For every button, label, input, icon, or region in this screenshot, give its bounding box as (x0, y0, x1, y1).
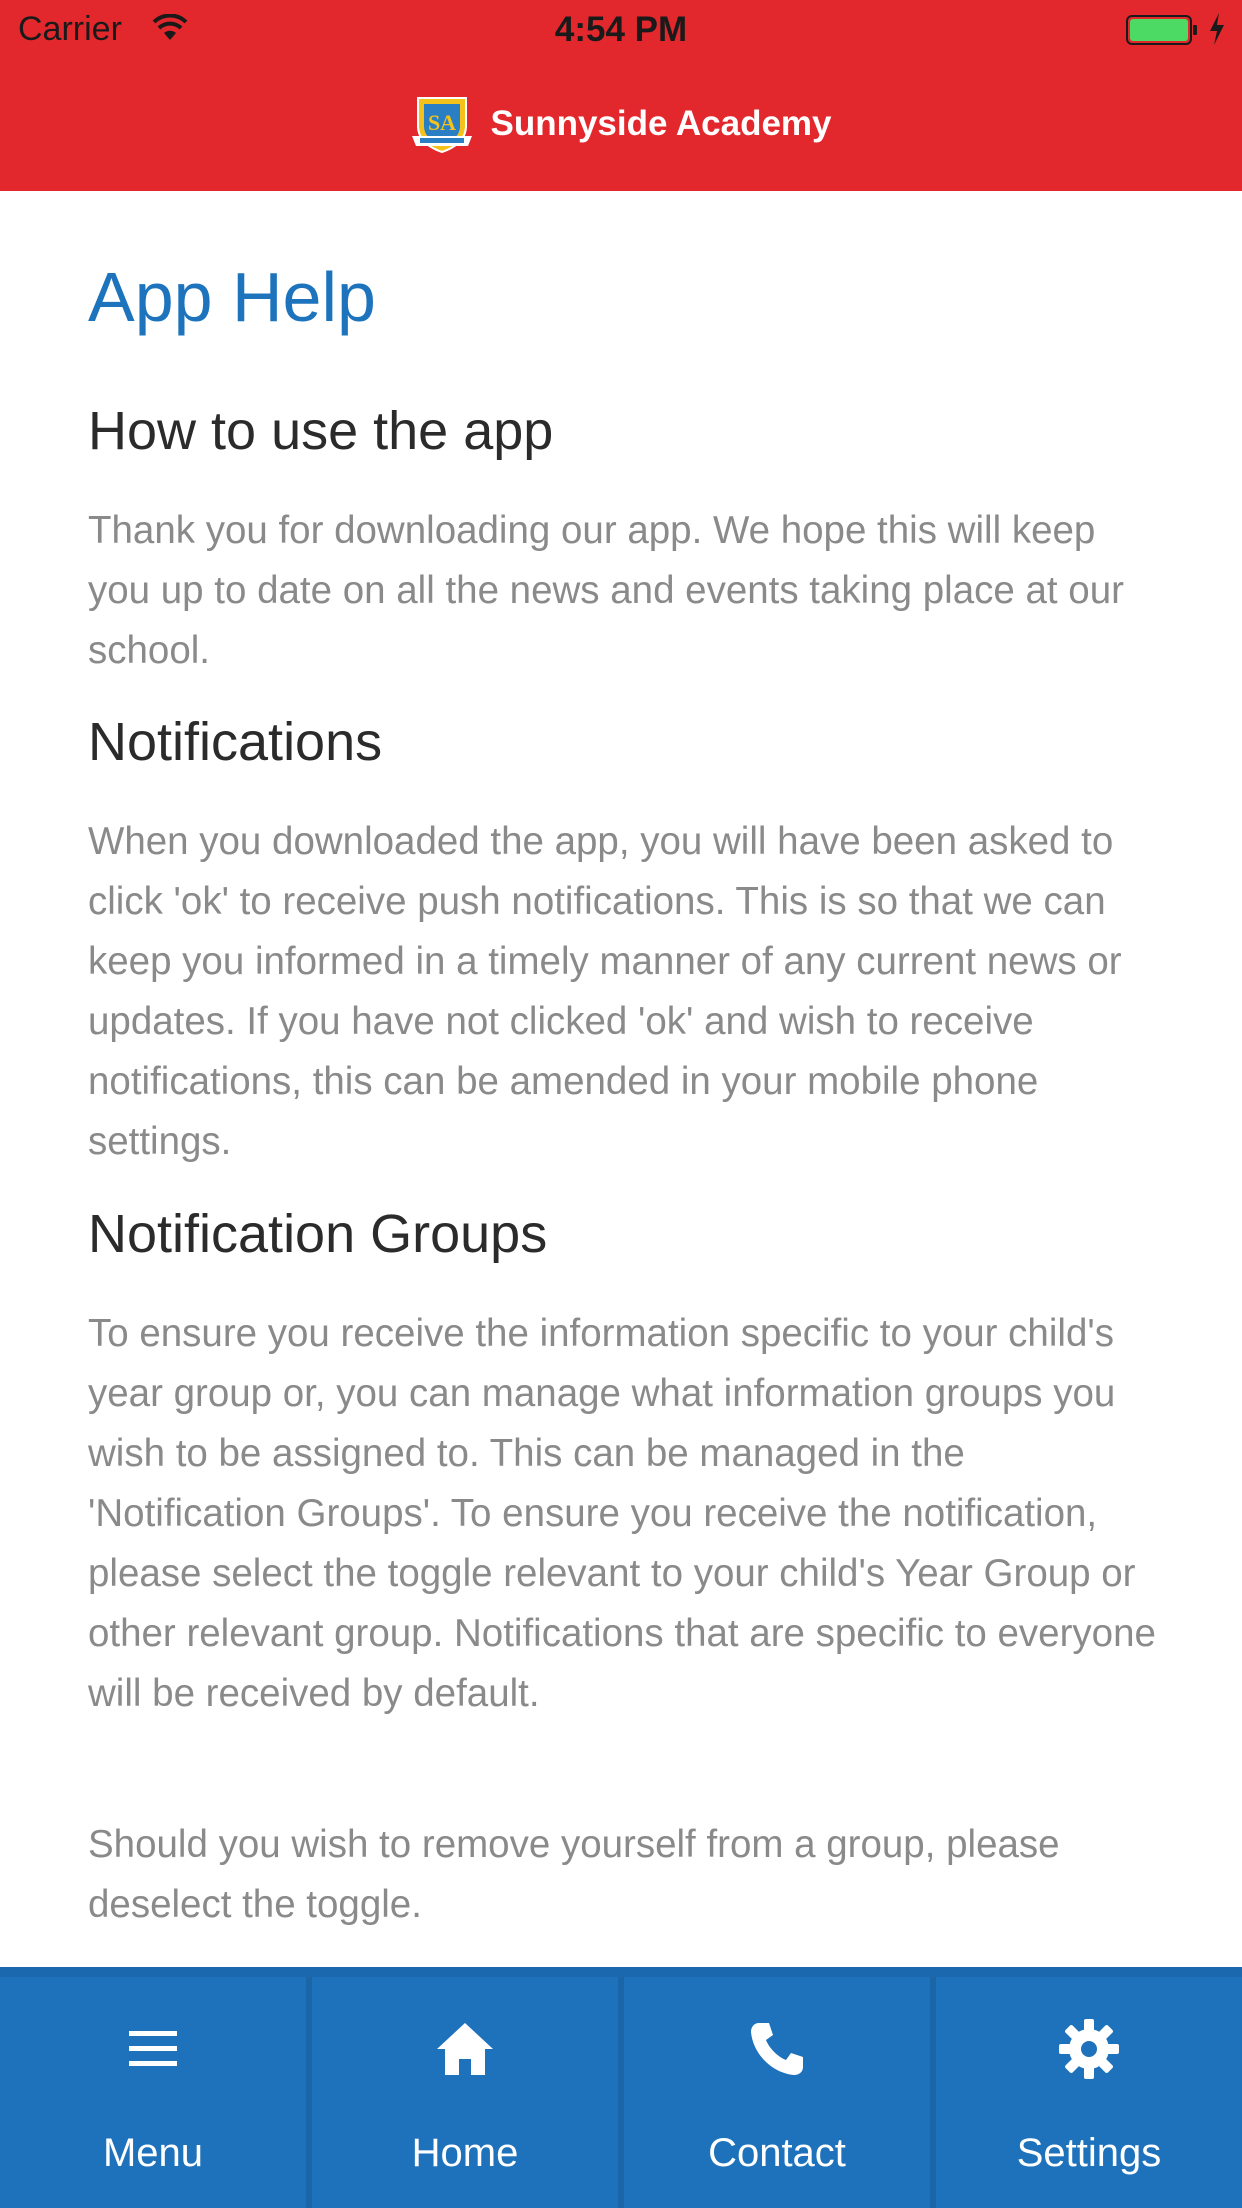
battery-icon (1126, 15, 1198, 45)
tab-home[interactable] (312, 1977, 624, 2208)
section-paragraph-notification-groups: To ensure you receive the information specific to your child's year group or, you can manage what information groups you wish to be assigned to. This can be managed in the 'Notification Groups'. To ensure you receive the notification, please select the toggle relevant to your child's Year Group or other relevant group. Notifications that are specific to everyone will be received by default. (88, 1312, 1156, 1715)
status-time: 4:54 PM (554, 10, 688, 49)
section-paragraph-how-to-use: Thank you for downloading our app. We hope this will keep you up to date on all the news and events taking place at our school. (88, 509, 1124, 672)
section-paragraph-remove-group: Should you wish to remove yourself from a group, please deselect the toggle. (88, 1823, 1060, 1926)
charging-bolt-icon (1208, 13, 1226, 45)
tab-menu[interactable] (0, 1977, 312, 2208)
nav-title-group (0, 90, 1242, 158)
tab-settings-label: Settings (1016, 2131, 1162, 2175)
tab-contact[interactable] (624, 1977, 936, 2208)
phone-icon (745, 2017, 809, 2081)
nav-title: Sunnyside Academy (490, 104, 832, 143)
tab-contact-label: Contact (708, 2131, 846, 2175)
section-paragraph-notifications: When you downloaded the app, you will have been asked to click 'ok' to receive push notifications. This is so that we can keep you informed in a timely manner of any current news or updates. If you have not clicked 'ok' and wish to receive notifications, this can be amended in your mobile phone settings. (88, 820, 1122, 1163)
home-icon (433, 2017, 497, 2081)
status-bar (0, 0, 1242, 60)
page-title: App Help (88, 258, 376, 336)
hamburger-menu-icon (121, 2017, 185, 2081)
tab-menu-label: Menu (102, 2131, 204, 2175)
section-heading-notification-groups: Notification Groups (88, 1204, 548, 1264)
bottom-tab-bar (0, 1967, 1242, 2208)
svg-text:SA: SA (428, 110, 457, 135)
tab-settings[interactable] (936, 1977, 1242, 2208)
navigation-bar (0, 60, 1242, 191)
gear-icon (1057, 2017, 1121, 2081)
section-heading-notifications: Notifications (88, 712, 383, 772)
tab-home-label: Home (411, 2131, 519, 2175)
school-crest-icon (410, 92, 474, 156)
section-heading-how-to-use: How to use the app (88, 401, 554, 461)
carrier-label: Carrier (18, 10, 122, 48)
